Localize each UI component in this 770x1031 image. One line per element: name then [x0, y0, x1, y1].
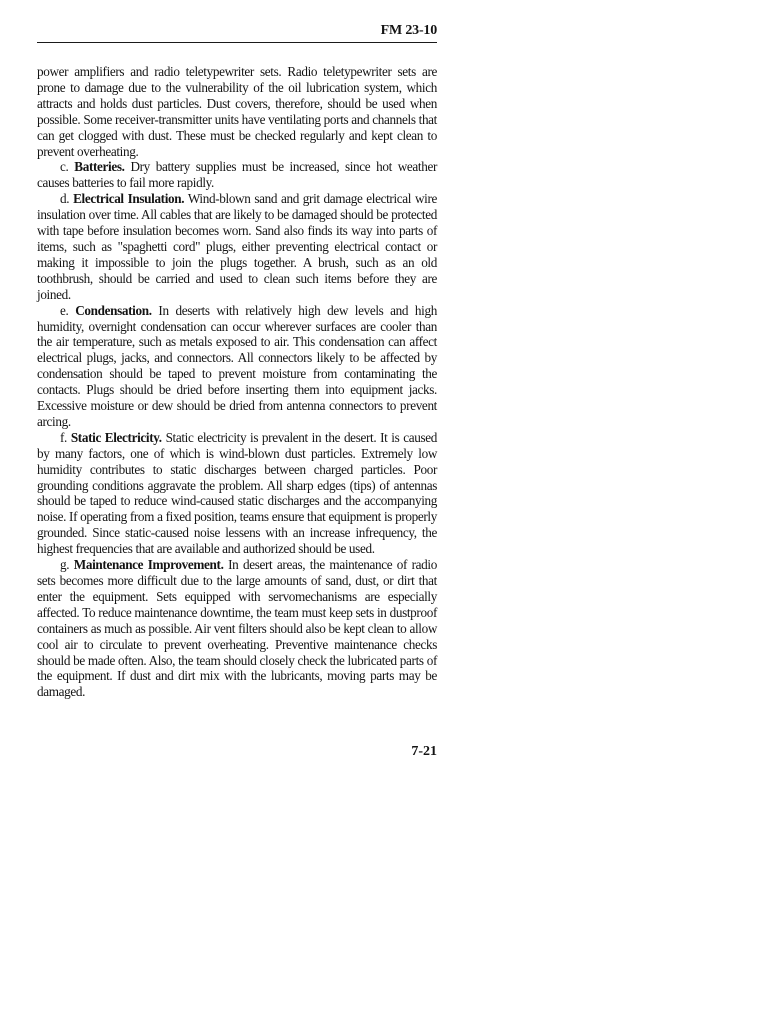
body-text	[37, 64, 437, 700]
section-batteries	[37, 159, 437, 191]
section-maintenance-improvement	[37, 557, 437, 700]
section-letter: e.	[60, 302, 69, 318]
section-letter: g.	[60, 557, 70, 573]
section-text: Wind-blown sand and grit damage electrical wire insulation over time. All cables that are likely to be damaged should be protected with tape before insulation becomes worn. Sand also finds its way into parts of items, such as "spaghetti cord" plugs, either preventing electrical contact or making it impossible to join the plugs together. A brush, such as an old toothbrush, should be carried and used to clean such items before they are joined.	[37, 191, 437, 302]
section-letter: c.	[60, 159, 69, 175]
section-letter: f.	[60, 429, 67, 445]
document-id: FM 23-10	[380, 23, 437, 38]
intro-paragraph: power amplifiers and radio teletypewriter sets. Radio teletypewriter sets are prone to damage due to the vulnerability of the oil lubrication system, which attracts and holds dust particles. Dust covers, therefore, should be used when possible. Some receiver-transmitter units have ventilating ports and channels that can get clogged with dust. These must be checked regularly and kept clean to prevent overheating.	[37, 64, 437, 159]
section-electrical-insulation	[37, 191, 437, 302]
section-text: In deserts with relatively high dew levels and high humidity, overnight condensation can occur wherever surfaces are cooler than the air temperature, such as metals exposed to air. This condensation can affect electrical plugs, jacks, and connectors. All connectors likely to be affected by condensation should be taped to prevent moisture from contaminating the contacts. Plugs should be dried before inserting them into equipment jacks. Excessive moisture or dew should be dried from antenna connectors to prevent arcing.	[37, 302, 437, 429]
section-text: Dry battery supplies must be increased, since hot weather causes batteries to fail more rapidly.	[37, 159, 438, 191]
section-letter: d.	[60, 191, 70, 207]
section-title: Batteries.	[74, 159, 125, 175]
section-title: Electrical Insulation.	[73, 191, 185, 207]
section-title: Static Electricity.	[70, 429, 162, 445]
page-header	[37, 22, 437, 43]
page-number: 7-21	[411, 744, 437, 759]
section-static-electricity	[37, 430, 437, 557]
section-title: Maintenance Improvement.	[73, 557, 224, 573]
section-title: Condensation.	[75, 302, 152, 318]
section-condensation	[37, 303, 437, 430]
section-text: Static electricity is prevalent in the desert. It is caused by many factors, one of which is wind-blown dust particles. Extremely low humidity contributes to static discharges between charged particles. Poor grounding conditions aggravate the problem. All sharp edges (tips) of antennas should be taped to reduce wind-caused static discharges and the accompanying noise. If operating from a fixed position, teams ensure that equipment is properly grounded. Since static-caused noise lessens with an increase infrequency, the highest frequencies that are available and authorized should be used.	[37, 429, 437, 557]
section-text: In desert areas, the maintenance of radio sets becomes more difficult due to the large amounts of sand, dust, or dirt that enter the equipment. Sets equipped with servomechanisms are especially affected. To reduce maintenance downtime, the team must keep sets in dustproof containers as much as possible. Air vent filters should also be kept clean to allow cool air to circulate to prevent overheating. Preventive maintenance checks should be made often. Also, the team should closely check the lubricated parts of the equipment. If dust and dirt mix with the lubricants, moving parts may be damaged.	[37, 557, 437, 700]
